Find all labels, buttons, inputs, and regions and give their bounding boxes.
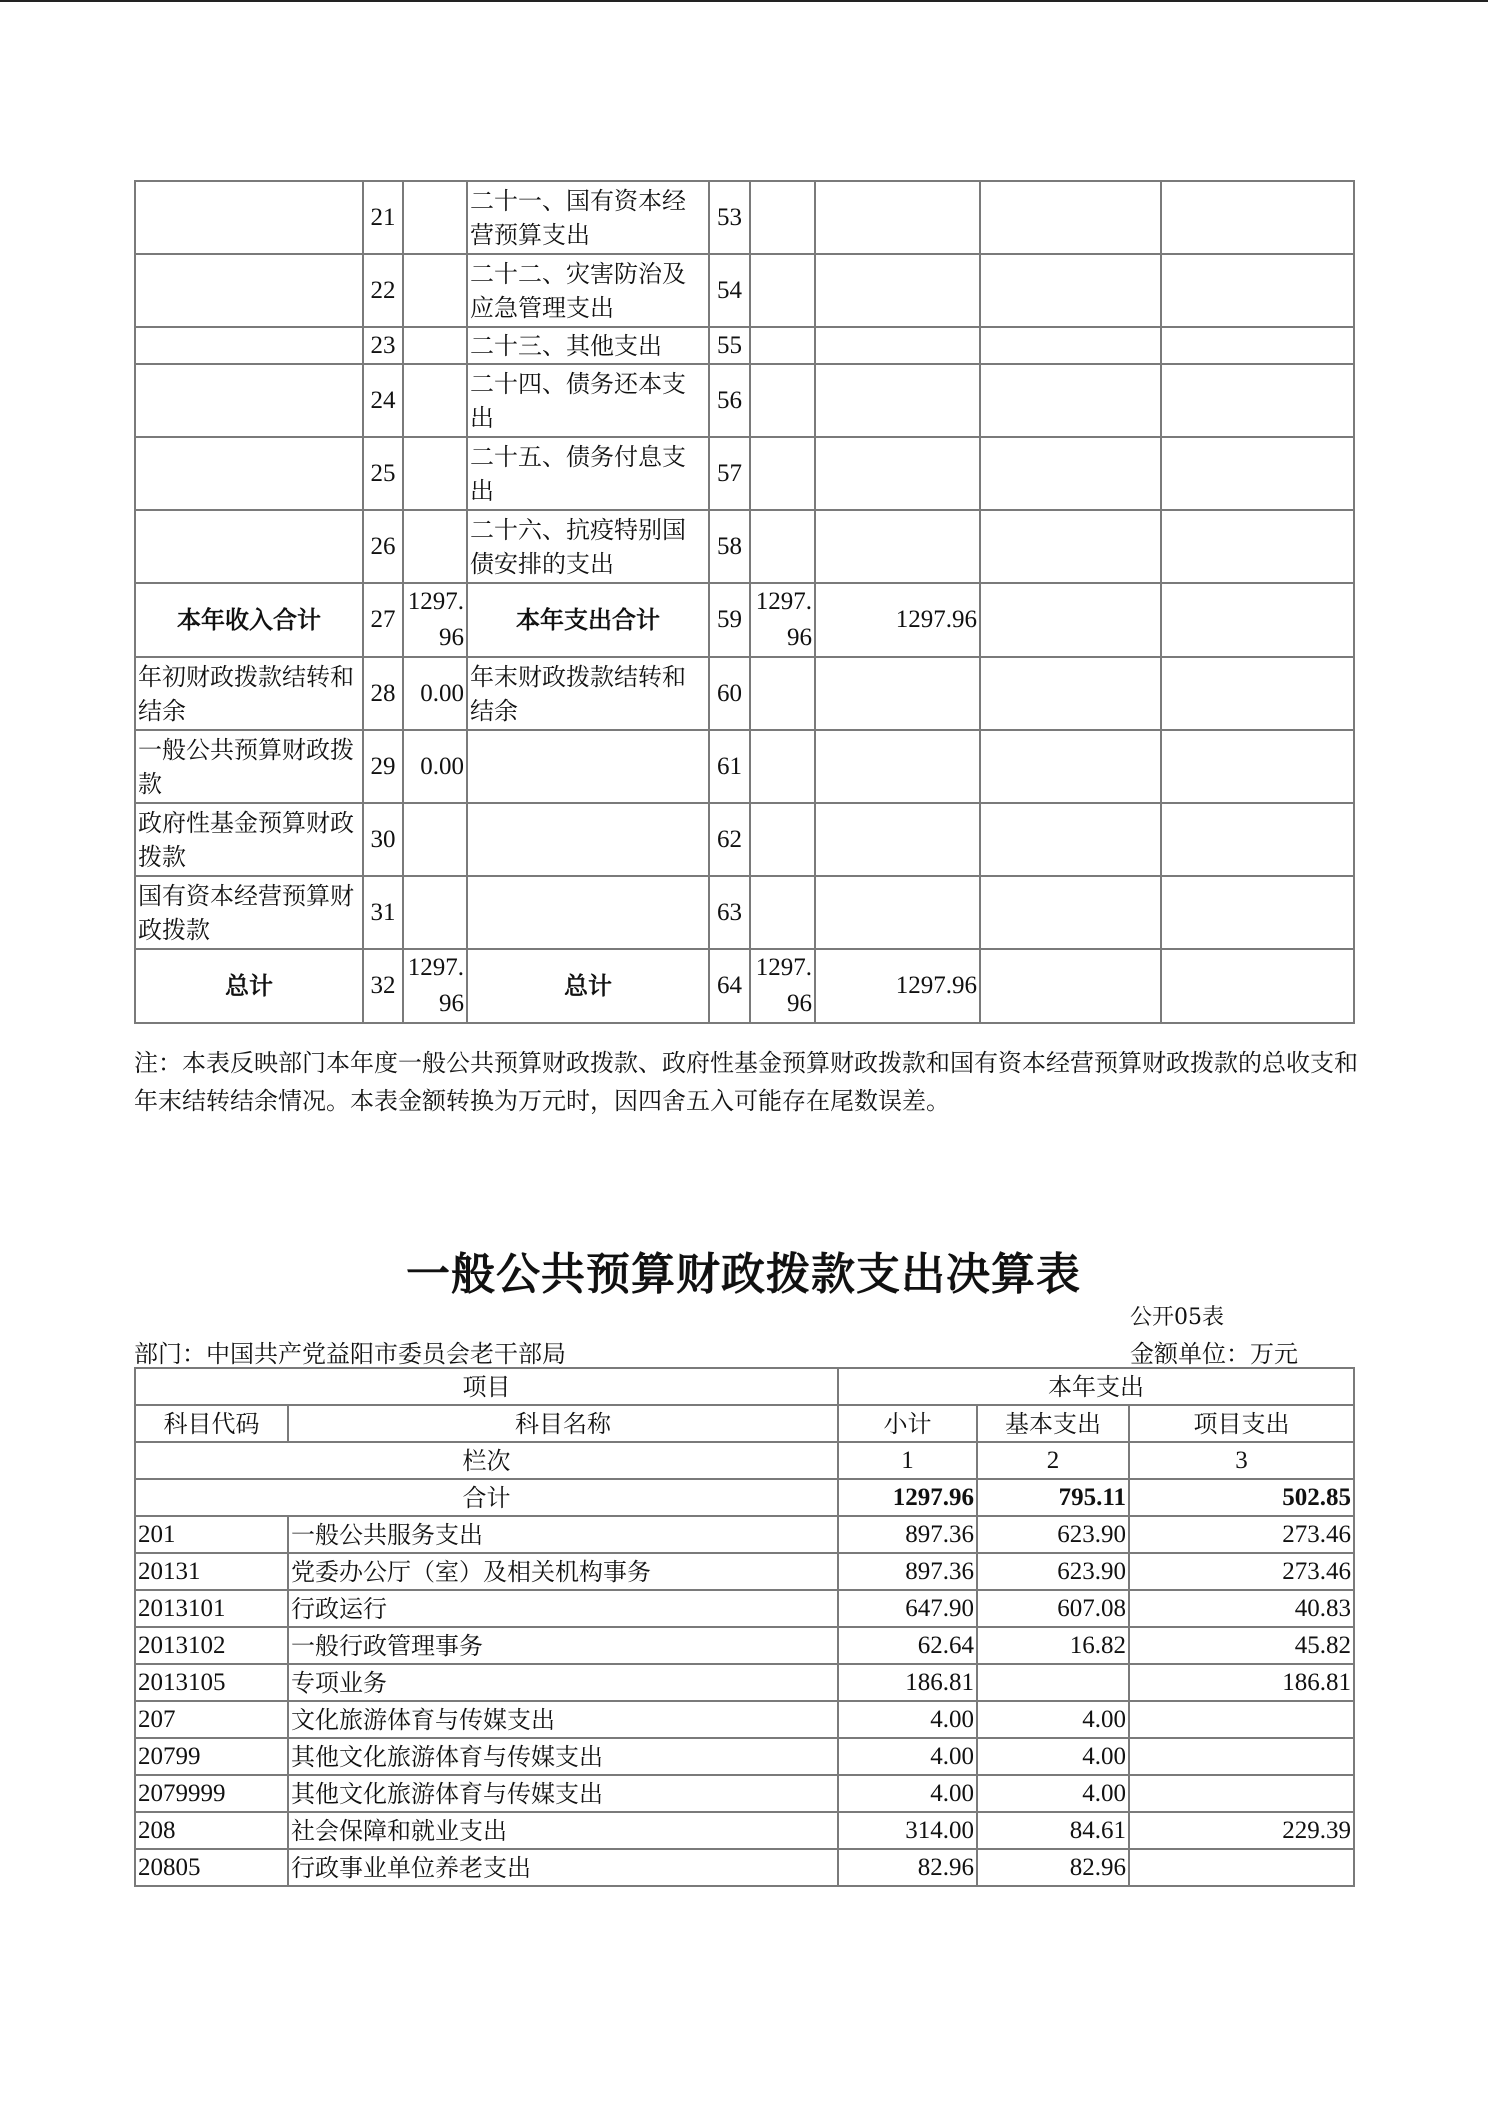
income-item-label: 政府性基金预算财政拨款 (135, 803, 363, 876)
expense-subtotal (815, 803, 980, 876)
subtotal-amount: 647.90 (838, 1590, 977, 1627)
expense-item-label: 总计 (467, 949, 709, 1023)
table-number: 公开05表 (1130, 1305, 1224, 1330)
department-label: 部门：中国共产党益阳市委员会老干部局 (134, 1340, 566, 1368)
income-amount (403, 803, 467, 876)
expense-amount (750, 803, 815, 876)
income-line-number: 25 (363, 437, 403, 510)
expense-item-label: 二十三、其他支出 (467, 327, 709, 364)
expense-subtotal (815, 876, 980, 949)
expense-basic (980, 364, 1161, 437)
expense-amount (750, 510, 815, 583)
subtotal-amount: 314.00 (838, 1812, 977, 1849)
table-row (135, 1738, 1354, 1775)
expense-item-label (467, 803, 709, 876)
subject-name: 其他文化旅游体育与传媒支出 (288, 1775, 838, 1812)
expense-project (1161, 949, 1354, 1023)
expense-amount (750, 327, 815, 364)
expense-project (1161, 181, 1354, 254)
total-subtotal: 1297.96 (838, 1479, 977, 1516)
project-amount: 229.39 (1129, 1812, 1354, 1849)
project-amount (1129, 1701, 1354, 1738)
project-amount (1129, 1775, 1354, 1812)
subtotal-amount: 4.00 (838, 1775, 977, 1812)
income-amount: 0.00 (403, 657, 467, 730)
page-top-border (0, 0, 1488, 2)
income-amount (403, 437, 467, 510)
income-line-number: 30 (363, 803, 403, 876)
subject-name: 行政事业单位养老支出 (288, 1849, 838, 1886)
expense-subtotal (815, 254, 980, 327)
expense-amount: 1297.96 (750, 949, 815, 1023)
expense-basic (980, 254, 1161, 327)
expense-project (1161, 437, 1354, 510)
basic-amount: 82.96 (977, 1849, 1129, 1886)
expense-line-number: 60 (709, 657, 750, 730)
expense-item-label (467, 730, 709, 803)
subtotal-amount: 897.36 (838, 1516, 977, 1553)
fiscal-summary-table (134, 180, 1355, 1024)
expense-line-number: 58 (709, 510, 750, 583)
table-row (135, 437, 1354, 510)
header-col-index: 栏次 (135, 1442, 838, 1479)
expense-line-number: 59 (709, 583, 750, 657)
income-item-label (135, 181, 363, 254)
expense-amount (750, 657, 815, 730)
expense-subtotal (815, 364, 980, 437)
basic-amount: 4.00 (977, 1775, 1129, 1812)
income-line-number: 21 (363, 181, 403, 254)
subject-name: 社会保障和就业支出 (288, 1812, 838, 1849)
table-row (135, 1590, 1354, 1627)
header-name: 科目名称 (288, 1405, 838, 1442)
expense-project (1161, 254, 1354, 327)
expense-basic (980, 583, 1161, 657)
expense-line-number: 61 (709, 730, 750, 803)
project-amount (1129, 1849, 1354, 1886)
expense-line-number: 63 (709, 876, 750, 949)
table-row (135, 1701, 1354, 1738)
basic-amount: 607.08 (977, 1590, 1129, 1627)
income-line-number: 23 (363, 327, 403, 364)
table-row (135, 364, 1354, 437)
project-amount: 273.46 (1129, 1516, 1354, 1553)
subject-name: 一般行政管理事务 (288, 1627, 838, 1664)
expense-project (1161, 876, 1354, 949)
header-row-1 (135, 1368, 1354, 1405)
subject-code: 208 (135, 1812, 288, 1849)
subject-name: 行政运行 (288, 1590, 838, 1627)
income-item-label: 总计 (135, 949, 363, 1023)
header-project: 项目支出 (1129, 1405, 1354, 1442)
table-row (135, 1775, 1354, 1812)
expense-amount (750, 254, 815, 327)
expense-line-number: 55 (709, 327, 750, 364)
income-item-label: 国有资本经营预算财政拨款 (135, 876, 363, 949)
header-col-1: 1 (838, 1442, 977, 1479)
expense-subtotal (815, 730, 980, 803)
income-amount (403, 876, 467, 949)
expense-item-label: 二十二、灾害防治及应急管理支出 (467, 254, 709, 327)
basic-amount: 623.90 (977, 1516, 1129, 1553)
expense-basic (980, 730, 1161, 803)
table-row (135, 1664, 1354, 1701)
income-item-label: 年初财政拨款结转和结余 (135, 657, 363, 730)
expense-project (1161, 730, 1354, 803)
subject-code: 20805 (135, 1849, 288, 1886)
subject-name: 专项业务 (288, 1664, 838, 1701)
income-item-label (135, 510, 363, 583)
income-item-label (135, 364, 363, 437)
expense-amount (750, 364, 815, 437)
expense-subtotal (815, 437, 980, 510)
income-item-label: 一般公共预算财政拨款 (135, 730, 363, 803)
subject-code: 207 (135, 1701, 288, 1738)
table-row (135, 1516, 1354, 1553)
expense-basic (980, 876, 1161, 949)
table-row (135, 803, 1354, 876)
table-row (135, 949, 1354, 1023)
subject-code: 2013105 (135, 1664, 288, 1701)
income-amount: 1297.96 (403, 583, 467, 657)
total-row (135, 1479, 1354, 1516)
income-line-number: 24 (363, 364, 403, 437)
expense-line-number: 54 (709, 254, 750, 327)
header-col-2: 2 (977, 1442, 1129, 1479)
expense-project (1161, 803, 1354, 876)
basic-amount: 4.00 (977, 1701, 1129, 1738)
expense-basic (980, 657, 1161, 730)
expense-basic (980, 437, 1161, 510)
expense-item-label: 年末财政拨款结转和结余 (467, 657, 709, 730)
expense-project (1161, 583, 1354, 657)
expense-project (1161, 327, 1354, 364)
expense-subtotal (815, 181, 980, 254)
expense-item-label: 本年支出合计 (467, 583, 709, 657)
expense-subtotal (815, 657, 980, 730)
header-item: 项目 (135, 1368, 838, 1405)
subject-name: 一般公共服务支出 (288, 1516, 838, 1553)
header-row-2 (135, 1405, 1354, 1442)
table-row (135, 1849, 1354, 1886)
expense-item-label: 二十五、债务付息支出 (467, 437, 709, 510)
project-amount: 186.81 (1129, 1664, 1354, 1701)
expense-amount (750, 730, 815, 803)
subject-code: 20799 (135, 1738, 288, 1775)
project-amount: 273.46 (1129, 1553, 1354, 1590)
income-item-label (135, 254, 363, 327)
income-amount (403, 254, 467, 327)
table-row (135, 876, 1354, 949)
income-item-label (135, 327, 363, 364)
expense-project (1161, 364, 1354, 437)
subtotal-amount: 4.00 (838, 1738, 977, 1775)
total-label: 合计 (135, 1479, 838, 1516)
expense-amount (750, 437, 815, 510)
project-amount: 40.83 (1129, 1590, 1354, 1627)
table-row (135, 254, 1354, 327)
amount-unit-label: 金额单位：万元 (1130, 1340, 1298, 1368)
table-row (135, 181, 1354, 254)
expense-subtotal: 1297.96 (815, 583, 980, 657)
basic-amount: 84.61 (977, 1812, 1129, 1849)
basic-amount: 4.00 (977, 1738, 1129, 1775)
expense-basic (980, 803, 1161, 876)
income-line-number: 28 (363, 657, 403, 730)
header-subtotal: 小计 (838, 1405, 977, 1442)
header-col-3: 3 (1129, 1442, 1354, 1479)
income-amount: 0.00 (403, 730, 467, 803)
income-line-number: 22 (363, 254, 403, 327)
income-amount (403, 181, 467, 254)
expense-subtotal: 1297.96 (815, 949, 980, 1023)
expense-item-label (467, 876, 709, 949)
expense-item-label: 二十四、债务还本支出 (467, 364, 709, 437)
basic-amount: 16.82 (977, 1627, 1129, 1664)
subject-code: 2079999 (135, 1775, 288, 1812)
expense-project (1161, 657, 1354, 730)
basic-amount (977, 1664, 1129, 1701)
income-amount (403, 327, 467, 364)
subject-name: 文化旅游体育与传媒支出 (288, 1701, 838, 1738)
table-note: 注：本表反映部门本年度一般公共预算财政拨款、政府性基金预算财政拨款和国有资本经营预算财政拨款的总收支和年末结转结余情况。本表金额转换为万元时，因四舍五入可能存在尾数误差。 (134, 1049, 1358, 1115)
expense-line-number: 57 (709, 437, 750, 510)
table-row (135, 1812, 1354, 1849)
table-row (135, 327, 1354, 364)
subtotal-amount: 62.64 (838, 1627, 977, 1664)
table-row (135, 510, 1354, 583)
income-amount: 1297.96 (403, 949, 467, 1023)
expense-item-label: 二十一、国有资本经营预算支出 (467, 181, 709, 254)
expense-amount (750, 181, 815, 254)
expense-basic (980, 949, 1161, 1023)
table-row (135, 1553, 1354, 1590)
table-row (135, 730, 1354, 803)
subtotal-amount: 186.81 (838, 1664, 977, 1701)
subject-code: 2013101 (135, 1590, 288, 1627)
subject-code: 20131 (135, 1553, 288, 1590)
income-line-number: 29 (363, 730, 403, 803)
income-item-label: 本年收入合计 (135, 583, 363, 657)
expense-basic (980, 510, 1161, 583)
expense-line-number: 56 (709, 364, 750, 437)
subject-name: 党委办公厅（室）及相关机构事务 (288, 1553, 838, 1590)
table-row (135, 1627, 1354, 1664)
subtotal-amount: 4.00 (838, 1701, 977, 1738)
header-this-year: 本年支出 (838, 1368, 1354, 1405)
table-row (135, 657, 1354, 730)
expense-line-number: 53 (709, 181, 750, 254)
expense-subtotal (815, 327, 980, 364)
subject-name: 其他文化旅游体育与传媒支出 (288, 1738, 838, 1775)
subject-code: 2013102 (135, 1627, 288, 1664)
income-item-label (135, 437, 363, 510)
expense-amount: 1297.96 (750, 583, 815, 657)
header-row-3 (135, 1442, 1354, 1479)
expense-line-number: 62 (709, 803, 750, 876)
income-amount (403, 510, 467, 583)
expense-line-number: 64 (709, 949, 750, 1023)
total-basic: 795.11 (977, 1479, 1129, 1516)
page-title: 一般公共预算财政拨款支出决算表 (406, 1249, 1081, 1300)
header-basic: 基本支出 (977, 1405, 1129, 1442)
expense-subtotal (815, 510, 980, 583)
subject-code: 201 (135, 1516, 288, 1553)
income-line-number: 32 (363, 949, 403, 1023)
header-code: 科目代码 (135, 1405, 288, 1442)
expense-basic (980, 327, 1161, 364)
basic-amount: 623.90 (977, 1553, 1129, 1590)
subtotal-amount: 897.36 (838, 1553, 977, 1590)
income-amount (403, 364, 467, 437)
project-amount (1129, 1738, 1354, 1775)
subtotal-amount: 82.96 (838, 1849, 977, 1886)
income-line-number: 31 (363, 876, 403, 949)
project-amount: 45.82 (1129, 1627, 1354, 1664)
expense-item-label: 二十六、抗疫特别国债安排的支出 (467, 510, 709, 583)
expense-basic (980, 181, 1161, 254)
expense-project (1161, 510, 1354, 583)
expenditure-table (134, 1367, 1355, 1887)
total-project: 502.85 (1129, 1479, 1354, 1516)
income-line-number: 26 (363, 510, 403, 583)
expense-amount (750, 876, 815, 949)
table-row (135, 583, 1354, 657)
income-line-number: 27 (363, 583, 403, 657)
